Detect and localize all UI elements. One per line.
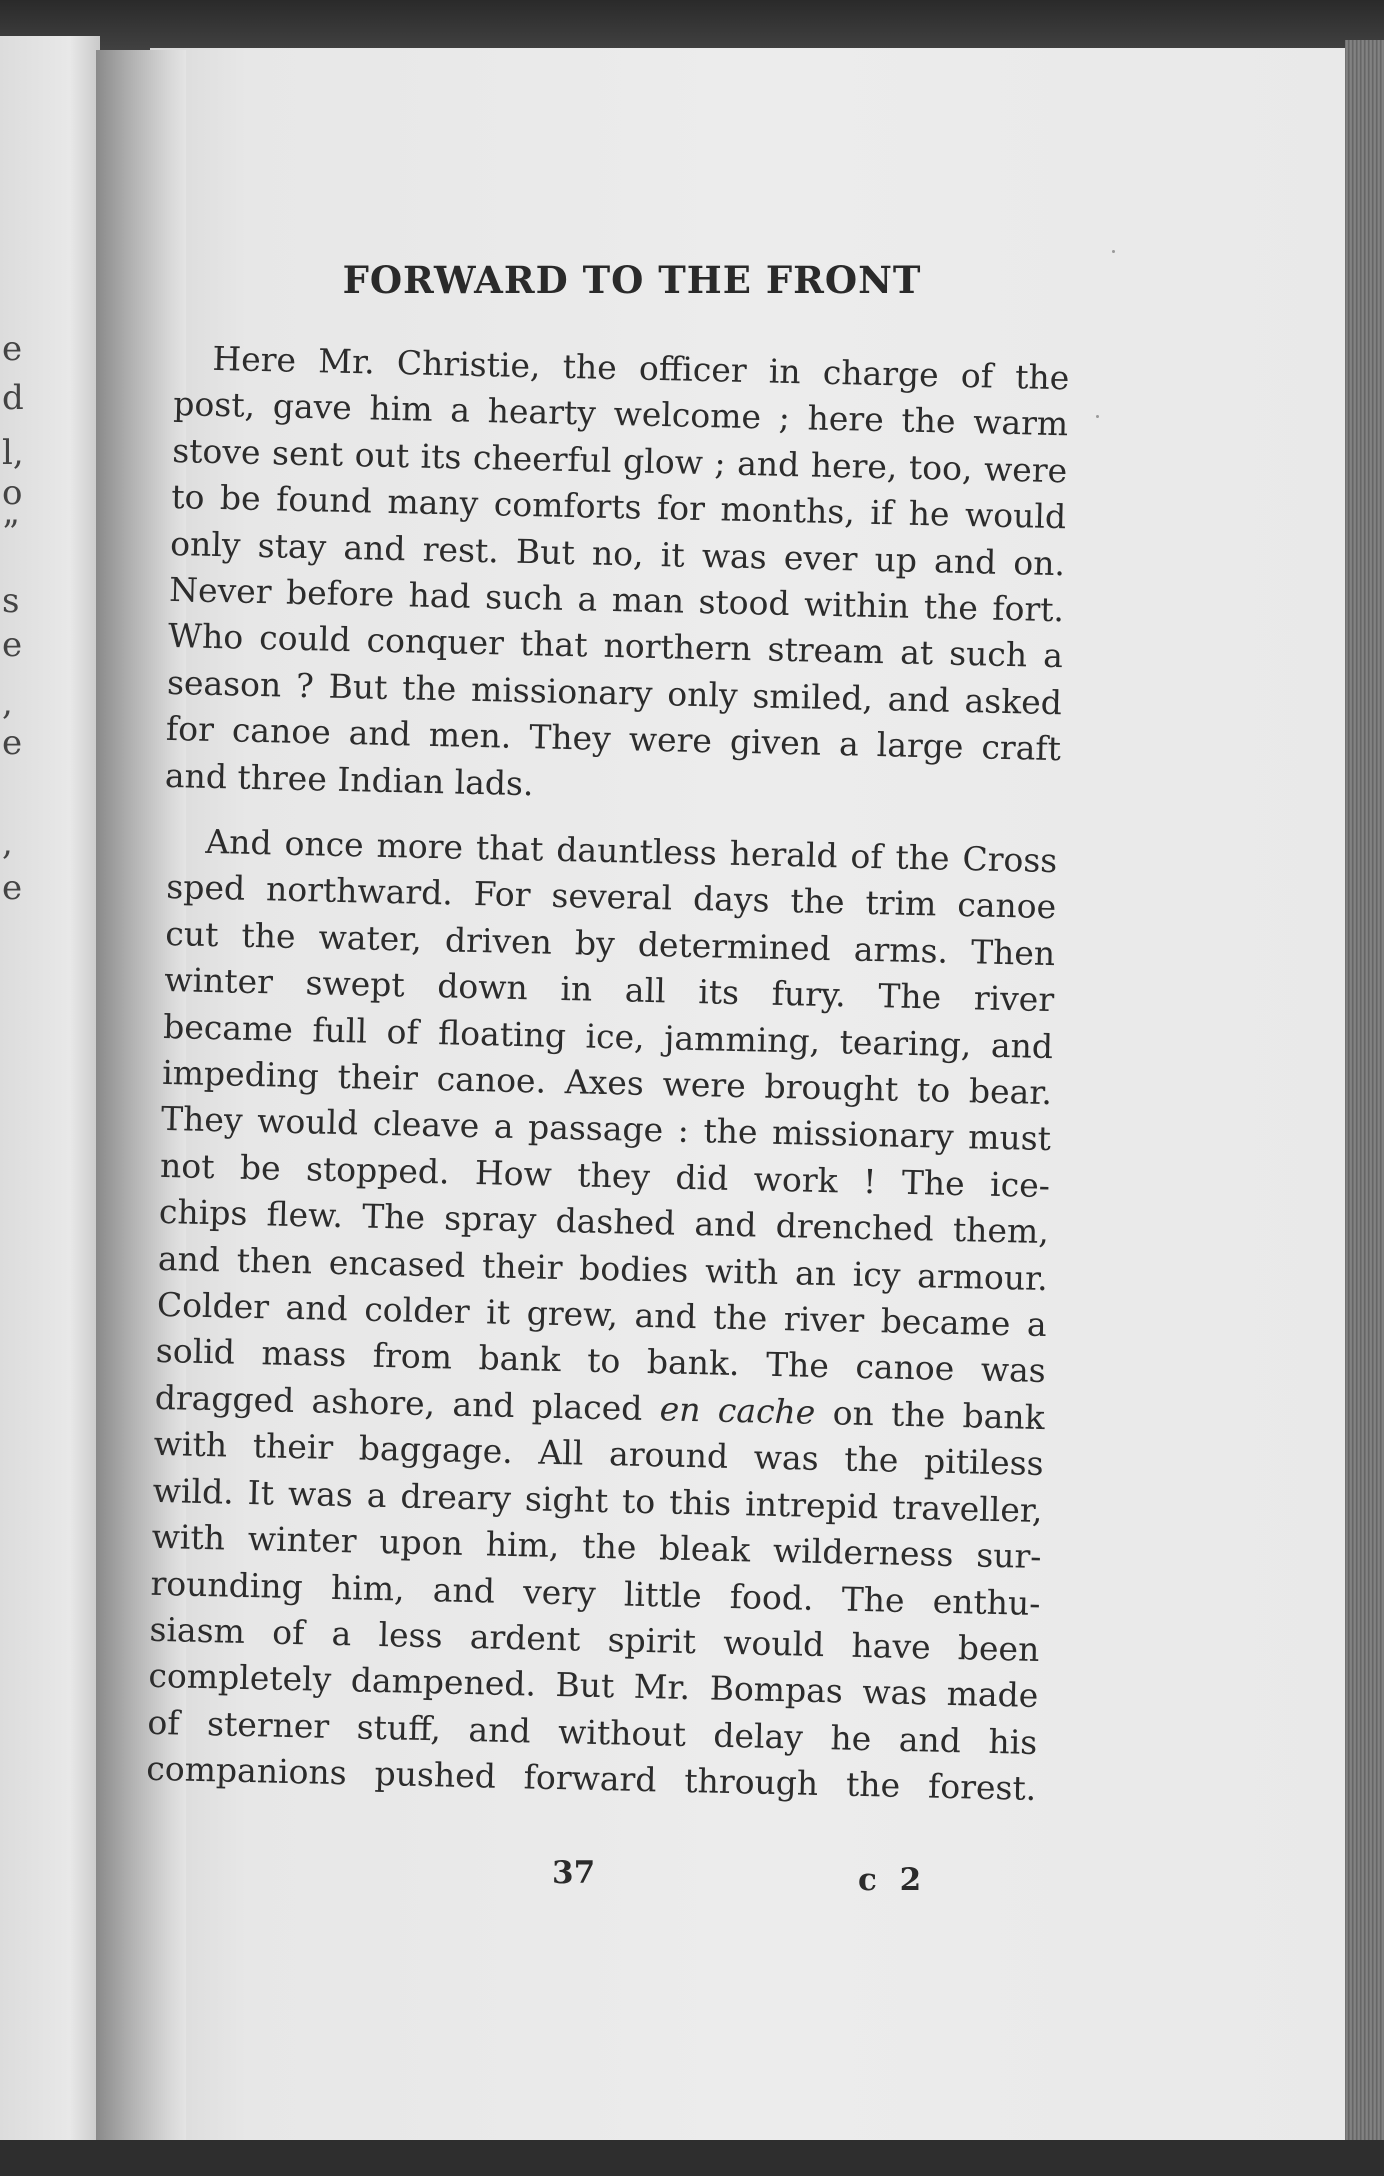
facing-page-char: l, bbox=[2, 433, 24, 473]
page-number: 37 bbox=[552, 1855, 596, 1891]
text-line: companions pushed forward through the forest. bbox=[145, 1748, 1037, 1809]
text-line: Who could conquer that northern stream at such a bbox=[167, 616, 1064, 676]
text-line: Never before had such a man stood within the fort. bbox=[168, 569, 1065, 630]
text-line: not be stopped. How they did work ! The ice- bbox=[159, 1145, 1051, 1205]
facing-page-char: e bbox=[2, 329, 23, 369]
paragraph bbox=[164, 335, 1069, 819]
facing-page-char: e bbox=[2, 868, 23, 908]
facing-page-char: , bbox=[2, 823, 13, 863]
text-line: season ? But the missionary only smiled, and asked bbox=[166, 662, 1063, 723]
text-line: dragged ashore, and placed en cache on the bank bbox=[154, 1377, 1046, 1437]
facing-page-edge bbox=[0, 36, 100, 2146]
facing-page-char: ” bbox=[2, 513, 20, 553]
paper-speck bbox=[1096, 415, 1099, 418]
text-line: siasm of a less ardent spirit would have been bbox=[149, 1609, 1040, 1669]
text-line: And once more that dauntless herald of the Cross bbox=[205, 821, 1058, 881]
italic-phrase: en cache bbox=[659, 1389, 816, 1432]
facing-page-char: s bbox=[2, 581, 20, 621]
text-line: of sterner stuff, and without delay he and his bbox=[147, 1702, 1038, 1762]
paper-speck bbox=[1112, 250, 1115, 253]
text-line: to be found many comforts for months, if he would bbox=[170, 477, 1067, 537]
facing-page-char: e bbox=[2, 625, 23, 665]
text-line: impeding their canoe. Axes were brought to bear. bbox=[161, 1052, 1053, 1113]
book-fore-edge bbox=[1345, 40, 1384, 2176]
text-line: only stay and rest. But no, it was ever up and on. bbox=[169, 523, 1066, 583]
text-line: stove sent out its cheerful glow ; and here, too, were bbox=[171, 430, 1068, 491]
text-line: completely dampened. But Mr. Bompas was made bbox=[148, 1656, 1039, 1716]
running-head: FORWARD TO THE FRONT bbox=[342, 258, 922, 302]
text-line: post, gave him a hearty welcome ; here the warm bbox=[172, 384, 1069, 444]
facing-page-char: e bbox=[2, 723, 23, 763]
text-line: with winter upon him, the bleak wilderness sur- bbox=[151, 1516, 1042, 1577]
text-line: cut the water, driven by determined arms. Then bbox=[164, 913, 1056, 973]
text-line: solid mass from bank to bank. The canoe was bbox=[155, 1331, 1047, 1391]
text-line: sped northward. For several days the trim canoe bbox=[165, 867, 1057, 927]
text-line: winter swept down in all its fury. The river bbox=[163, 960, 1055, 1020]
facing-page-char: o bbox=[2, 473, 23, 513]
text-line: and three Indian lads. bbox=[164, 755, 534, 803]
text-line: rounding him, and very little food. The enthu- bbox=[150, 1563, 1041, 1623]
text-line: chips flew. The spray dashed and drenched them, bbox=[158, 1192, 1050, 1252]
facing-page-char: , bbox=[2, 683, 13, 723]
text-line: became full of floating ice, jamming, tearing, and bbox=[162, 1006, 1054, 1066]
text-line: Colder and colder it grew, and the river became a bbox=[156, 1284, 1048, 1345]
scan-background-bottom bbox=[0, 2140, 1384, 2176]
text-line: and then encased their bodies with an icy armour. bbox=[157, 1238, 1049, 1298]
text-line: for canoe and men. They were given a large craft bbox=[165, 709, 1062, 769]
paragraph bbox=[146, 818, 1058, 1812]
facing-page-char: d bbox=[2, 378, 24, 418]
text-line: wild. It was a dreary sight to this intrepid traveller, bbox=[152, 1470, 1043, 1530]
signature-mark: c 2 bbox=[858, 1862, 928, 1898]
text-line: Here Mr. Christie, the officer in charge of the bbox=[212, 338, 1070, 398]
text-line: They would cleave a passage : the missionary must bbox=[160, 1099, 1052, 1159]
text-line: with their baggage. All around was the pitiless bbox=[153, 1424, 1045, 1484]
